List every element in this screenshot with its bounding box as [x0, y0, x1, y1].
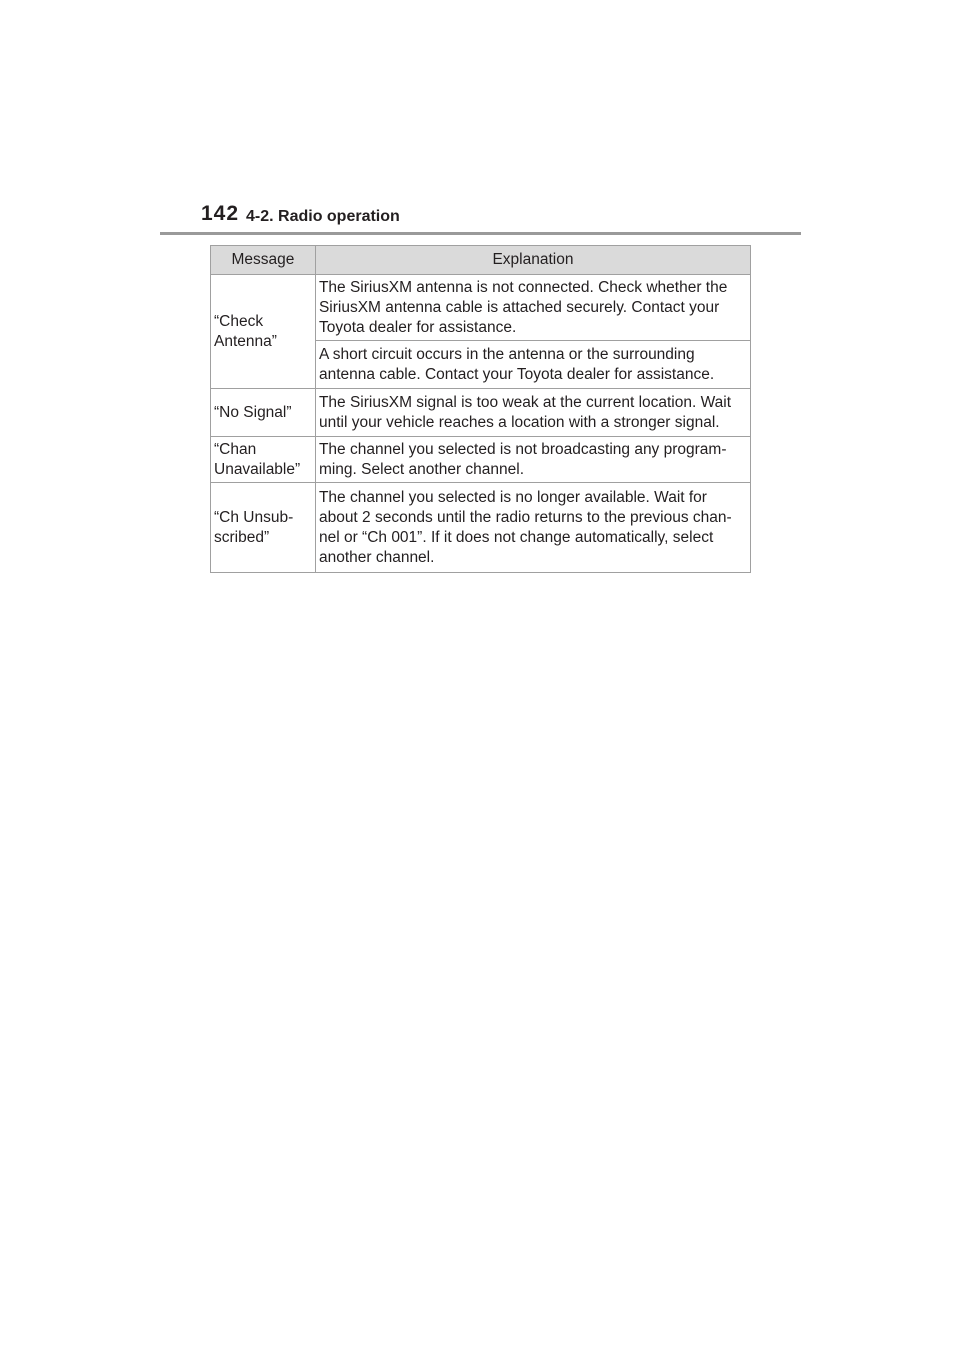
explanation-cell	[315, 275, 750, 341]
message-cell	[211, 437, 316, 483]
header-divider	[160, 232, 801, 235]
table-row	[211, 389, 751, 437]
explanation-cell	[315, 341, 750, 389]
message-cell	[211, 275, 316, 389]
explanation-cell	[315, 437, 750, 483]
message-text: “Check Antenna”	[214, 312, 277, 350]
table-row	[211, 437, 751, 483]
table-row	[211, 483, 751, 573]
explanation-text: The SiriusXM signal is too weak at the current location. Wait until your vehicle reaches a location with a stronger signal.	[318, 393, 732, 431]
section-title: 4-2. Radio operation	[246, 208, 400, 225]
column-header-explanation: Explanation	[315, 246, 750, 275]
message-text: “Chan Unavailable”	[214, 440, 301, 478]
explanation-text: A short circuit occurs in the antenna or the surrounding antenna cable. Contact your Toyota dealer for assistance.	[318, 345, 715, 383]
message-text: “No Signal”	[214, 403, 292, 421]
message-cell	[211, 483, 316, 573]
explanation-text: The channel you selected is no longer available. Wait for about 2 seconds until the radio returns to the previous chan- nel or “Ch 001”. If it does not change automatically, select another channel.	[318, 488, 732, 566]
explanation-text: The channel you selected is not broadcasting any program- ming. Select another channel.	[318, 440, 727, 478]
table-row	[211, 275, 751, 341]
table-header-row	[211, 246, 751, 275]
page-number: 142	[201, 202, 240, 225]
column-header-message: Message	[211, 246, 316, 275]
explanation-text: The SiriusXM antenna is not connected. Check whether the SiriusXM antenna cable is attached securely. Contact your Toyota dealer for assistance.	[318, 278, 728, 336]
explanation-cell	[315, 389, 750, 437]
message-table	[210, 245, 751, 573]
message-text: “Ch Unsub- scribed”	[214, 508, 294, 546]
explanation-cell	[315, 483, 750, 573]
message-cell	[211, 389, 316, 437]
